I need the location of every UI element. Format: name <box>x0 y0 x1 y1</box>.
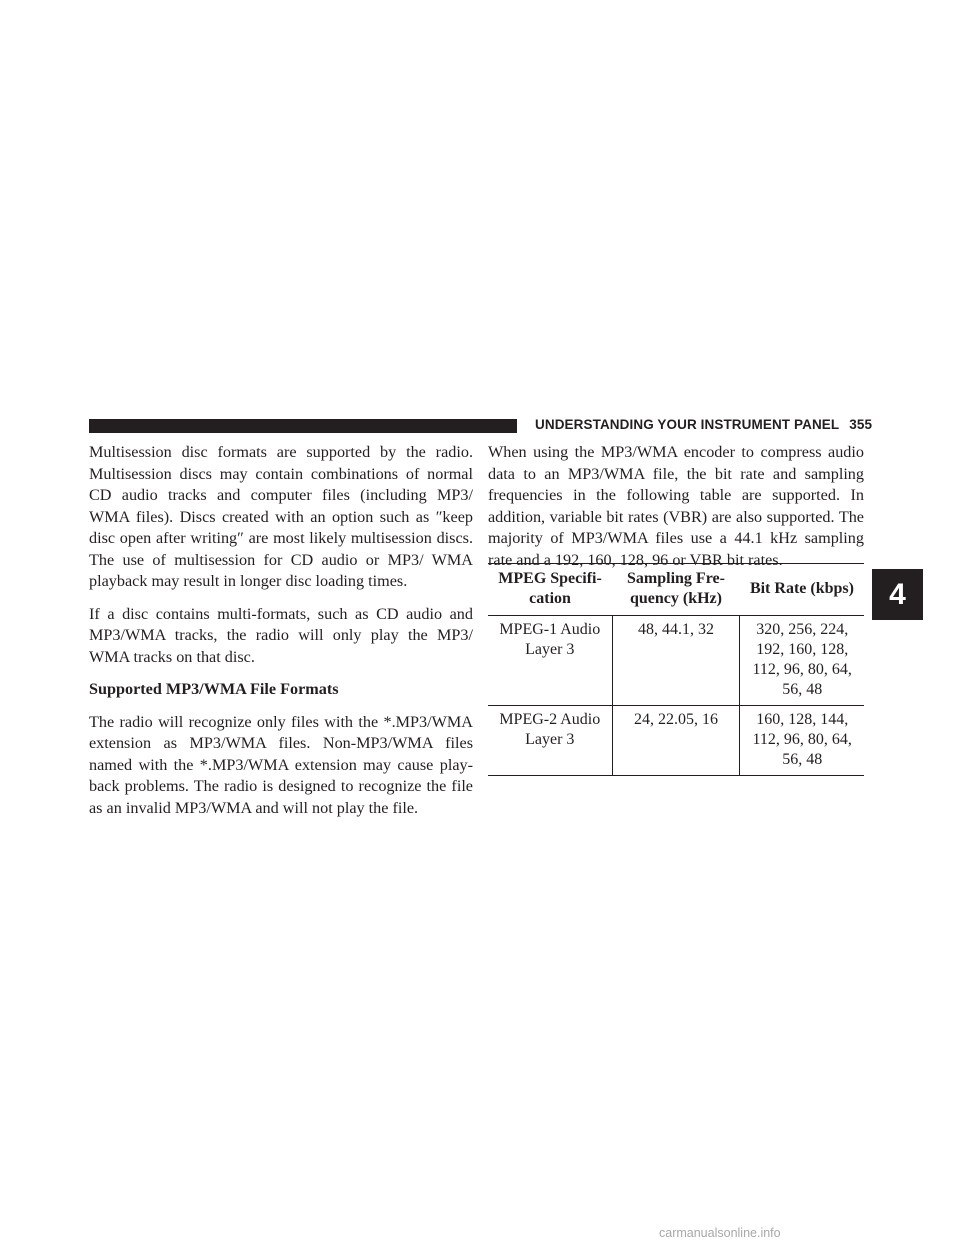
table-cell: 160, 128, 144, 112, 96, 80, 64, 56, 48 <box>740 706 864 776</box>
header-bit-rate: Bit Rate (kbps) <box>749 580 854 597</box>
encoder-paragraph: When using the MP3/WMA encoder to compress audio data to an MP3/WMA file, the bit rate and sampling frequencies in the following table are supported. In addition, variable bit rates (VBR) are also supported. The majority of MP3/WMA files use a 44.1 kHz sampling rate and a 192, 160, 128, 96 or VBR bit rates. <box>488 443 864 569</box>
table-header-row <box>488 564 864 616</box>
running-header <box>535 417 872 432</box>
file-format-paragraph: The radio will recognize only files with the *.MP3/WMA extension as MP3/WMA files. Non-MP3/WMA files named with the *.MP3/WMA extension may cause play- back problems. The radio is designed to recognize the file as an invalid MP3/WMA and will not play the file. <box>89 712 473 817</box>
table-cell: MPEG-2 Audio Layer 3 <box>499 711 601 748</box>
table-row <box>488 706 864 776</box>
multi-format-paragraph: If a disc contains multi-formats, such as CD audio and MP3/WMA tracks, the radio will only play the MP3/ WMA tracks on that disc. <box>89 604 473 666</box>
watermark: carmanualsonline.info <box>659 1226 781 1240</box>
table-cell: MPEG-1 Audio Layer 3 <box>499 621 601 658</box>
mpeg-spec-table <box>488 563 864 776</box>
page-number: 355 <box>849 417 873 432</box>
table-cell: 24, 22.05, 16 <box>612 706 740 776</box>
header-sampling-freq: Sampling Fre- quency (kHz) <box>627 570 725 607</box>
table-row <box>488 616 864 706</box>
table-cell: 48, 44.1, 32 <box>612 616 740 706</box>
left-column <box>89 442 473 830</box>
right-column <box>488 442 864 582</box>
section-title: UNDERSTANDING YOUR INSTRUMENT PANEL <box>535 417 840 432</box>
table-cell: 320, 256, 224, 192, 160, 128, 112, 96, 80, 64, 56, 48 <box>740 616 864 706</box>
header-mpeg-spec: MPEG Specifi- cation <box>498 570 602 607</box>
multisession-paragraph: Multisession disc formats are supported by the radio. Multisession discs may contain combinations of normal CD audio tracks and computer files (including MP3/ WMA files). Discs created with an option such as ″keep disc open after writing″ are most likely multisession discs. The use of multisession for CD audio or MP3/ WMA playback may result in longer disc loading times. <box>89 443 473 590</box>
chapter-tab: 4 <box>872 569 923 620</box>
section-heading: Supported MP3/WMA File Formats <box>89 680 339 698</box>
header-bar <box>89 419 517 433</box>
